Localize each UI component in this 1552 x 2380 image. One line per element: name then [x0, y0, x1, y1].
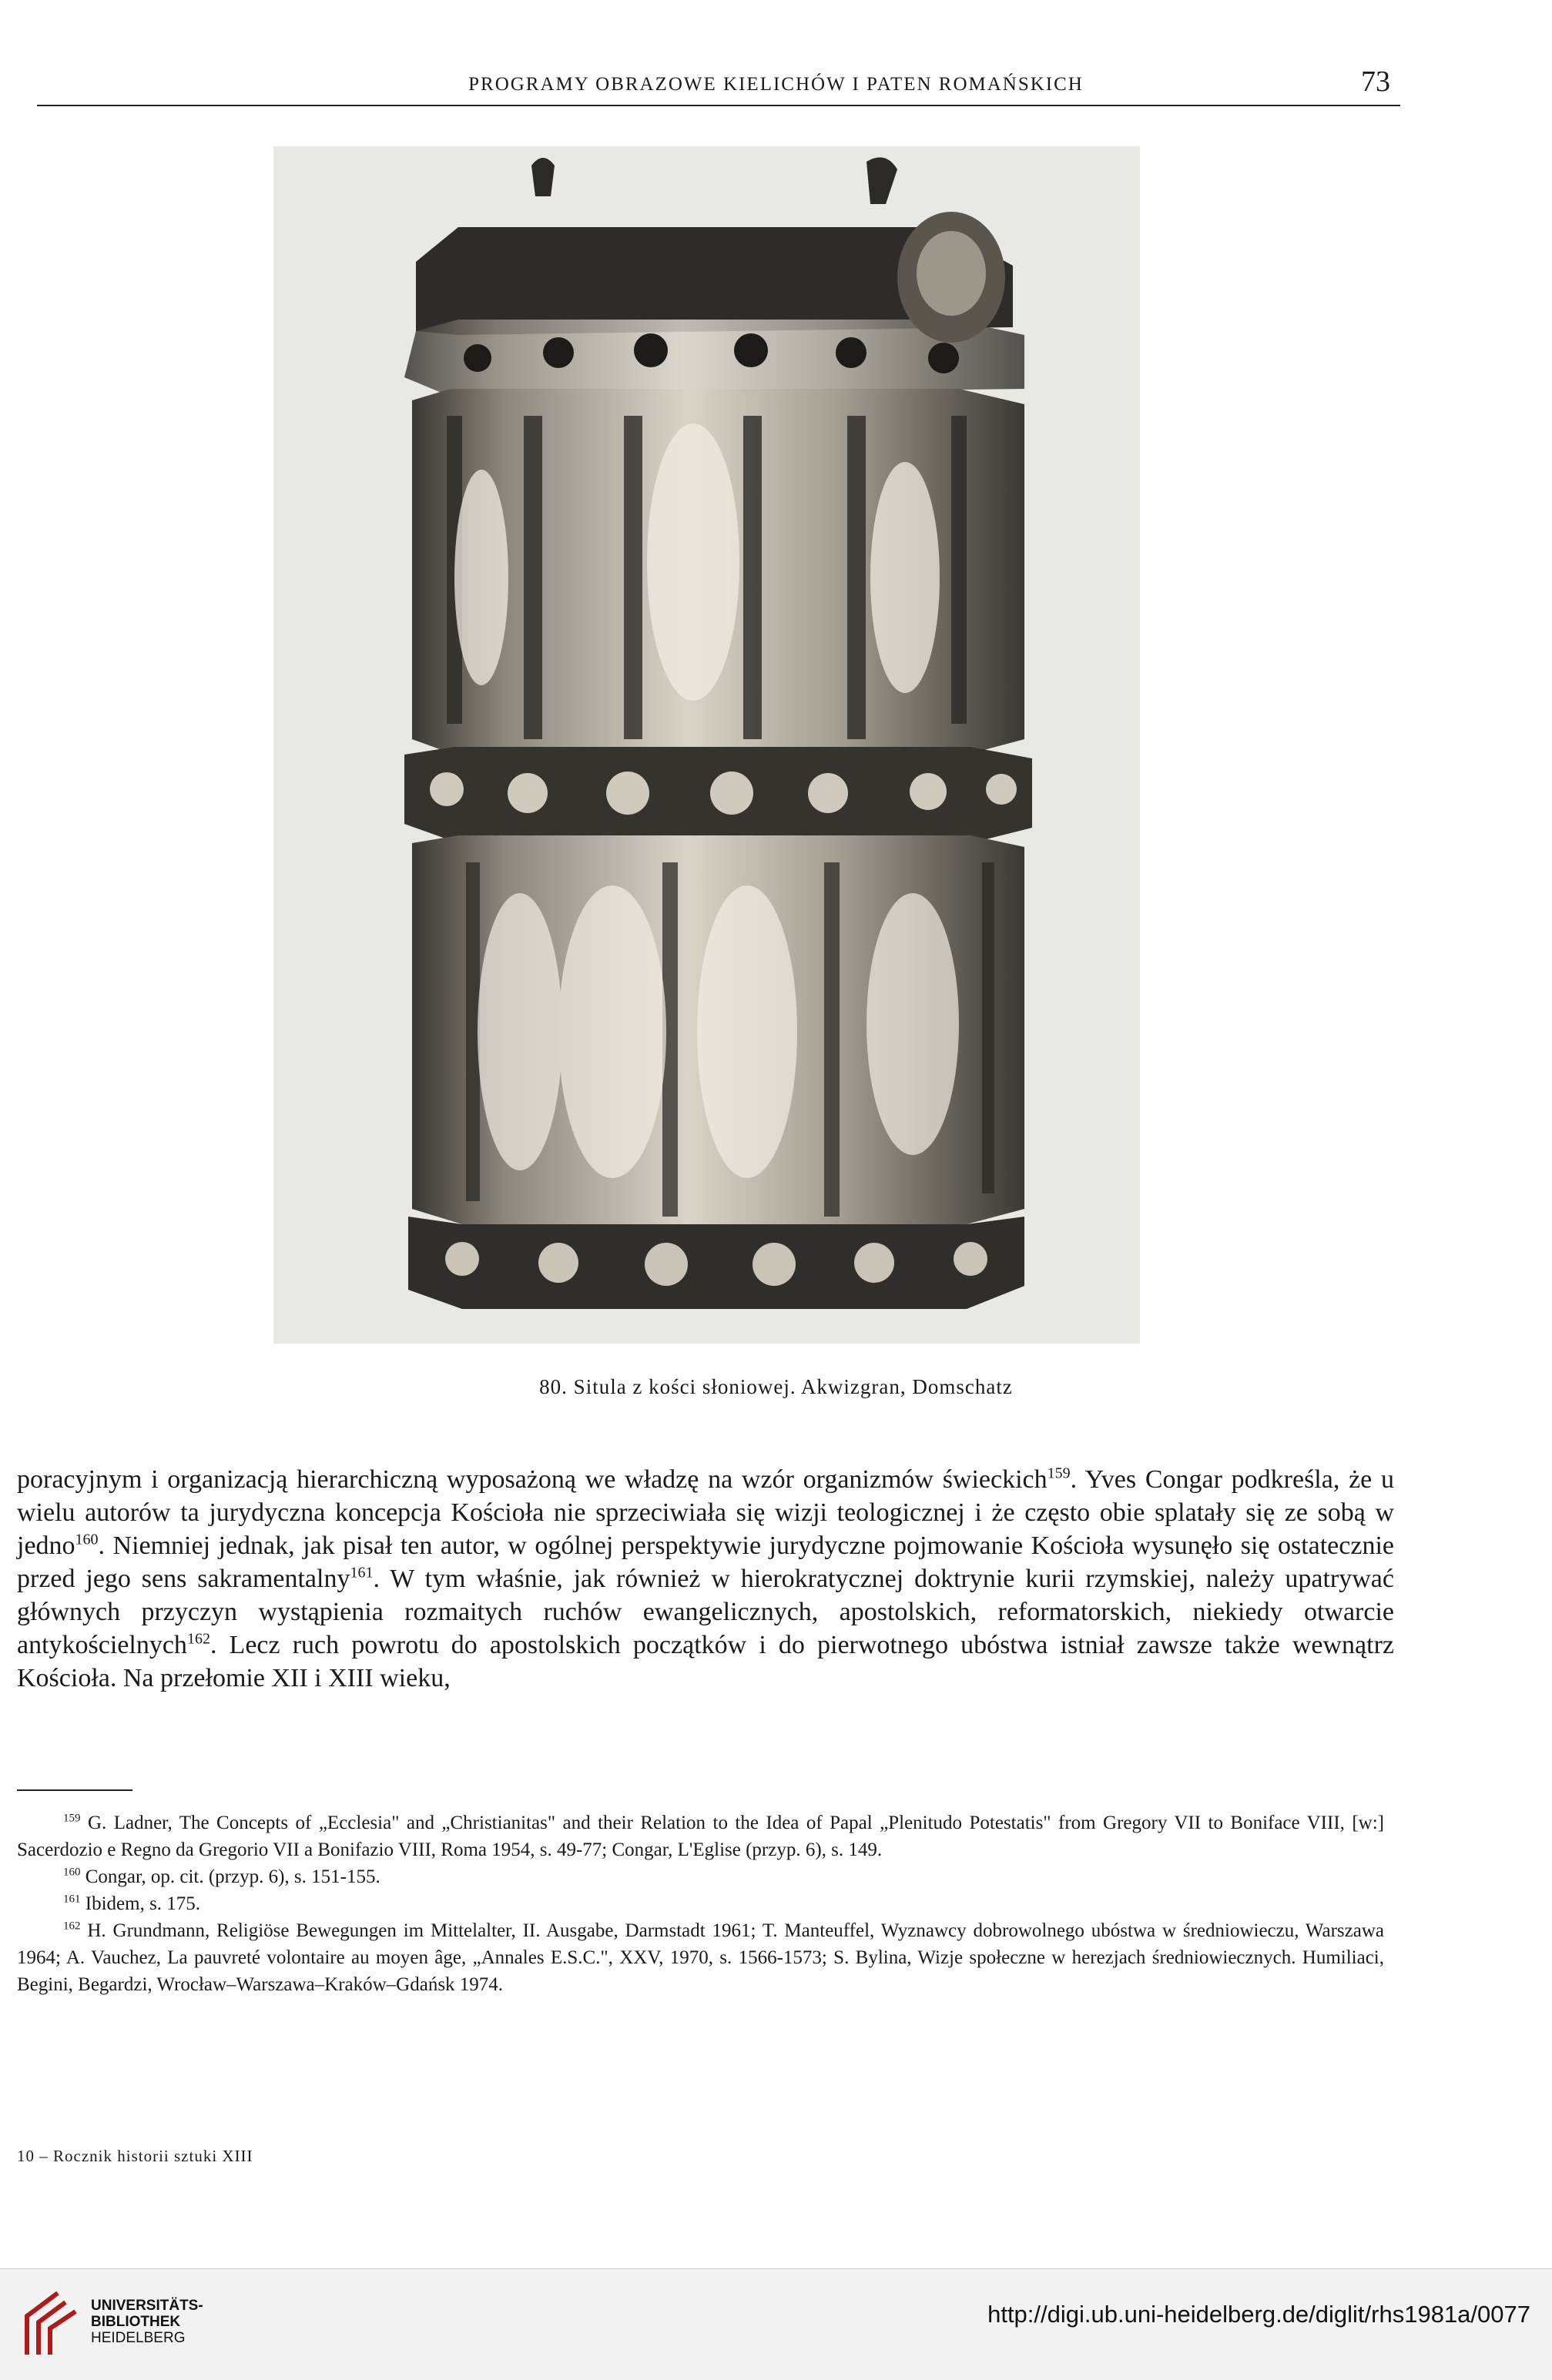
footnote-ref-161[interactable]: 161	[350, 1564, 374, 1582]
figure-caption: 80. Situla z kości słoniowej. Akwizgran, Domschatz	[539, 1375, 1013, 1398]
footnote-text: Ibidem, s. 175.	[85, 1893, 201, 1914]
situla-illustration	[273, 146, 1140, 1344]
footnote-number: 161	[63, 1893, 81, 1906]
body-text-4: . W tym właśnie, jak również w hierokratycznej doktrynie kurii rzymskiej, należy upatrywać głównych przyczyn wystąpienia rozmaitych ruchów ewangelicznych, apostolskich, reformatorskich, niekiedy otwarcie antykościelnych	[17, 1565, 1394, 1659]
footnote-text: H. Grundmann, Religiöse Bewegungen im Mittelalter, II. Ausgabe, Darmstadt 1961; T. Manteuffel, Wyznawcy dobrowolnego ubóstwa w średniowieczu, Warszawa 1964; A. Vauchez, La pauvreté volontaire au moyen âge, „Annales E.S.C.", XXV, 1970, s. 1566-1573; S. Bylina, Wizje społeczne w herezjach średniowiecznych. Humiliaci, Begini, Begardzi, Wrocław–Warszawa–Kraków–Gdańsk 1974.	[17, 1920, 1384, 1995]
footnote-161	[17, 1890, 1384, 1917]
body-text-3: . Niemniej jednak, jak pisał ten autor, w ogólnej perspektywie jurydyczne pojmowanie Kościoła wysunęło się ostatecznie przed jego sens sakramentalny	[17, 1531, 1394, 1593]
footnote-number: 160	[63, 1866, 81, 1879]
permalink-url[interactable]: http://digi.ub.uni-heidelberg.de/diglit/rhs1981a/0077	[987, 2301, 1530, 2328]
footnote-text: Congar, op. cit. (przyp. 6), s. 151-155.	[85, 1866, 380, 1887]
footnote-ref-162[interactable]: 162	[186, 1630, 210, 1648]
footnote-162	[17, 1917, 1384, 1998]
body-text-1: poracyjnym i organizacją hierarchiczną wyposażoną we władzę na wzór organizmów świeckich	[17, 1465, 1048, 1494]
sheet-signature: 10 – Rocznik historii sztuki XIII	[17, 2147, 253, 2165]
library-name	[91, 2298, 203, 2346]
page-number: 73	[1361, 65, 1390, 98]
situla-photograph	[273, 146, 1140, 1344]
footnote-rule	[17, 1789, 132, 1791]
body-paragraph	[17, 1463, 1394, 1695]
footnote-ref-160[interactable]: 160	[75, 1531, 99, 1548]
footnote-number: 159	[63, 1812, 81, 1825]
running-head: PROGRAMY OBRAZOWE KIELICHÓW I PATEN ROMAŃSKICH	[468, 74, 1084, 95]
library-name-line-1: UNIVERSITÄTS-	[91, 2298, 203, 2314]
footnote-text: G. Ladner, The Concepts of „Ecclesia" and „Christianitas" and their Relation to the Idea of Papal „Plenitudo Potestatis" from Gregory VII to Boniface VIII, [w:] Sacerdozio e Regno da Gregorio VII a Bonifazio VIII, Roma 1954, s. 49-77; Congar, L'Eglise (przyp. 6), s. 149.	[17, 1813, 1385, 1860]
library-name-line-3: HEIDELBERG	[91, 2330, 186, 2346]
footnote-ref-159[interactable]: 159	[1047, 1464, 1071, 1482]
footnotes	[17, 1809, 1384, 1998]
body-text-2: . Yves Congar podkreśla, że u wielu autorów ta jurydyczna koncepcja Kościoła nie sprzeciwiała się wizji teologicznej i że często obie splatały się ze sobą w jedno	[17, 1465, 1394, 1560]
footnote-159	[17, 1809, 1384, 1863]
header-rule	[37, 105, 1400, 106]
library-logo-icon[interactable]	[15, 2285, 92, 2362]
footnote-number: 162	[63, 1920, 81, 1933]
library-name-line-2: BIBLIOTHEK	[91, 2314, 181, 2330]
footnote-160	[17, 1863, 1384, 1890]
body-text-5: . Lecz ruch powrotu do apostolskich początków i do pierwotnego ubóstwa istniał zawsze także wewnątrz Kościoła. Na przełomie XII i XIII wieku,	[17, 1631, 1394, 1692]
